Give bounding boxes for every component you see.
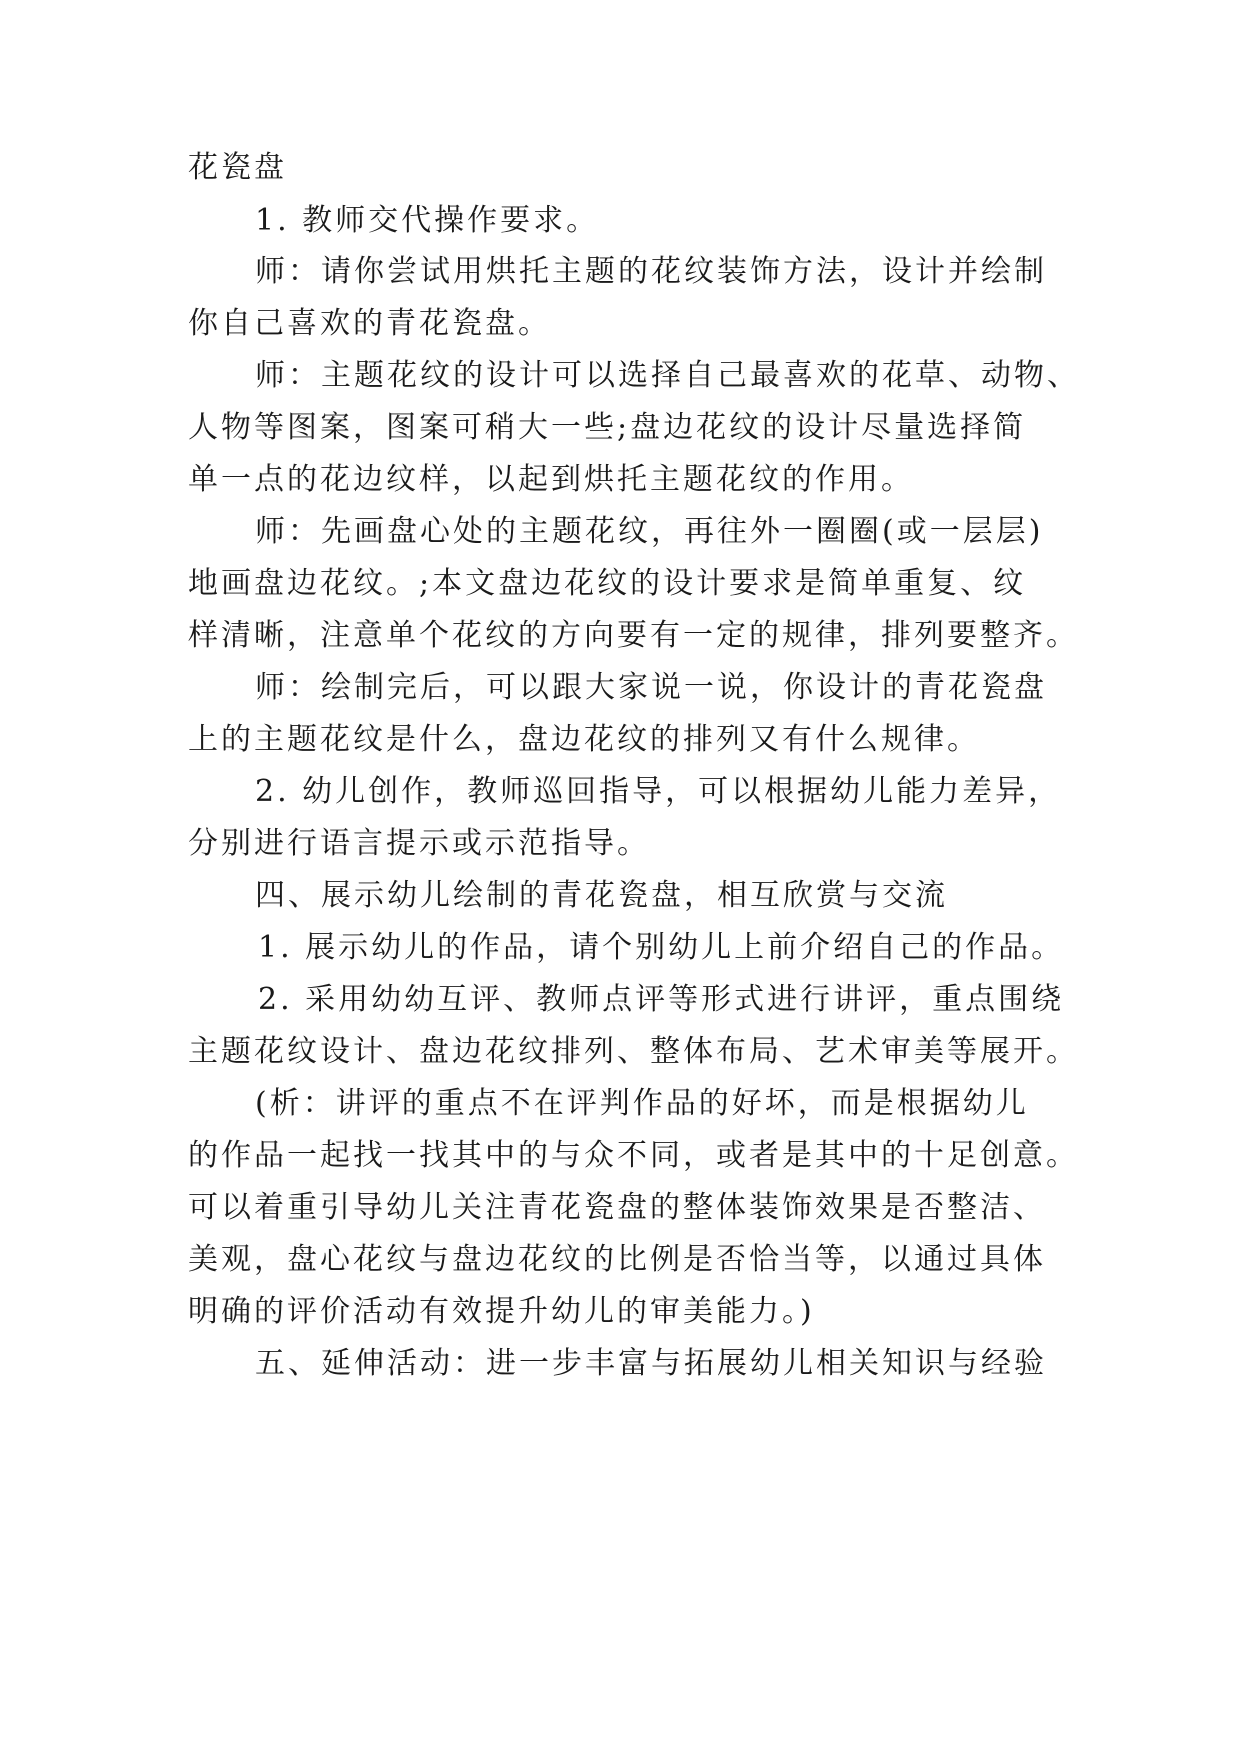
text-line: 的作品一起找一找其中的与众不同，或者是其中的十足创意。 — [188, 1138, 1079, 1173]
text-line: 明确的评价活动有效提升幼儿的审美能力。) — [188, 1294, 815, 1329]
text-line: 地画盘边花纹。;本文盘边花纹的设计要求是简单重复、纹 — [188, 566, 1027, 601]
text-line: 1. 展示幼儿的作品，请个别幼儿上前介绍自己的作品。 — [258, 930, 1065, 965]
text-line: 你自己喜欢的青花瓷盘。 — [188, 306, 551, 341]
text-line: 师：绘制完后，可以跟大家说一说，你设计的青花瓷盘 — [255, 670, 1047, 705]
text-line: 上的主题花纹是什么，盘边花纹的排列又有什么规律。 — [188, 722, 980, 757]
text-line: 单一点的花边纹样，以起到烘托主题花纹的作用。 — [188, 462, 914, 497]
text-line: 师：先画盘心处的主题花纹，再往外一圈圈(或一层层) — [255, 514, 1044, 549]
text-line: 分别进行语言提示或示范指导。 — [188, 826, 650, 861]
text-line: 花瓷盘 — [188, 150, 287, 185]
text-line: 师：请你尝试用烘托主题的花纹装饰方法，设计并绘制 — [255, 254, 1047, 289]
text-line: 主题花纹设计、盘边花纹排列、整体布局、艺术审美等展开。 — [188, 1034, 1079, 1069]
text-line: 可以着重引导幼儿关注青花瓷盘的整体装饰效果是否整洁、 — [188, 1190, 1046, 1225]
text-line: 美观，盘心花纹与盘边花纹的比例是否恰当等，以通过具体 — [188, 1242, 1046, 1277]
text-line: 样清晰，注意单个花纹的方向要有一定的规律，排列要整齐。 — [188, 618, 1079, 653]
text-line: 2. 幼儿创作，教师巡回指导，可以根据幼儿能力差异， — [255, 774, 1062, 809]
section-heading: 四、展示幼儿绘制的青花瓷盘，相互欣赏与交流 — [255, 878, 948, 913]
text-line: 师：主题花纹的设计可以选择自己最喜欢的花草、动物、 — [255, 358, 1080, 393]
section-heading: 五、延伸活动：进一步丰富与拓展幼儿相关知识与经验 — [255, 1346, 1047, 1381]
text-line: (析：讲评的重点不在评判作品的好坏，而是根据幼儿 — [255, 1086, 1029, 1121]
text-line: 1. 教师交代操作要求。 — [255, 203, 600, 238]
text-line: 2. 采用幼幼互评、教师点评等形式进行讲评，重点围绕 — [258, 982, 1065, 1017]
text-line: 人物等图案，图案可稍大一些;盘边花纹的设计尽量选择简 — [188, 410, 1027, 445]
